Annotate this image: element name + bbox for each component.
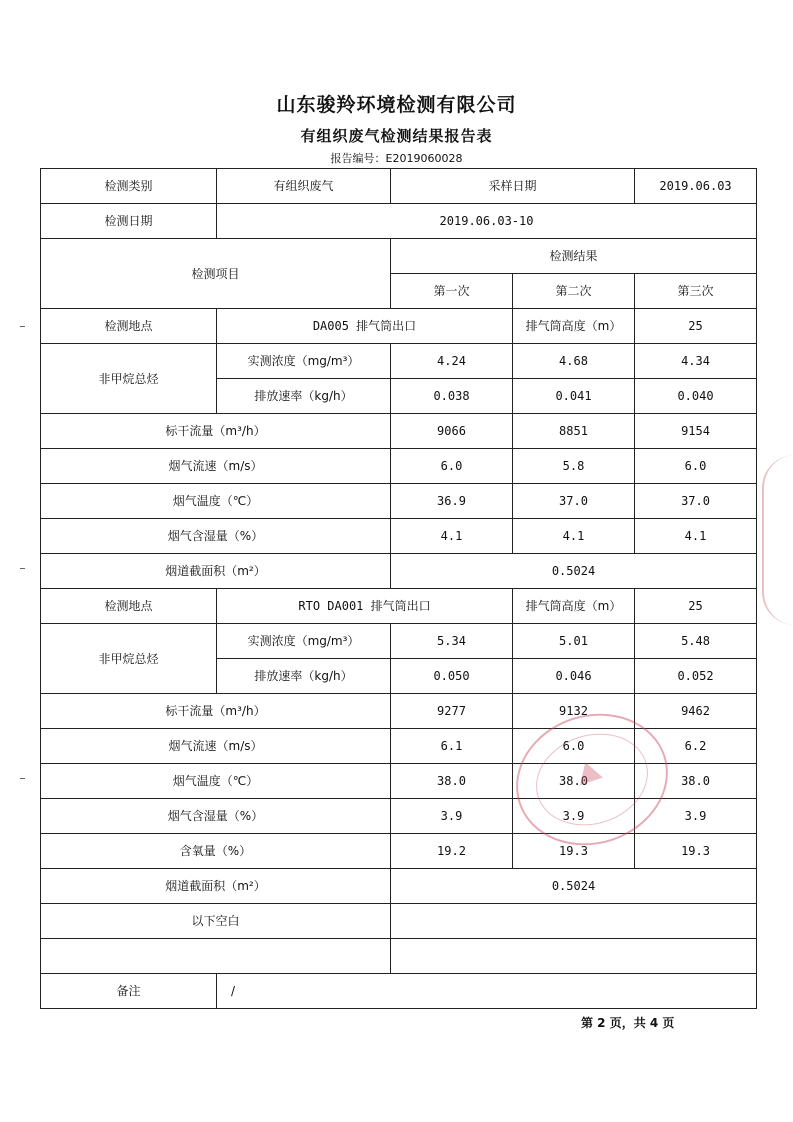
site1-temperature-row	[41, 484, 757, 519]
param-value: 9132	[513, 694, 635, 729]
param-value: 9277	[391, 694, 513, 729]
stack-height-label: 排气筒高度（m）	[513, 589, 635, 624]
param-label: 烟气含湿量（%）	[41, 799, 391, 834]
param-value: 36.9	[391, 484, 513, 519]
param-label: 含氧量（%）	[41, 834, 391, 869]
info-row-test-date	[41, 204, 757, 239]
param-value: 3.9	[391, 799, 513, 834]
conc-value: 5.34	[391, 624, 513, 659]
report-number-value: E2019060028	[385, 152, 463, 165]
results-header-row	[41, 239, 757, 274]
param-label: 烟气温度（℃）	[41, 484, 391, 519]
site1-velocity-row	[41, 449, 757, 484]
blank-cell	[391, 904, 757, 939]
site2-conc-row	[41, 624, 757, 659]
remarks-value: /	[217, 974, 757, 1009]
conc-label: 实测浓度（mg/m³）	[217, 624, 391, 659]
site2-moisture-row	[41, 799, 757, 834]
page-number: 第 2 页，共 4 页	[581, 1016, 675, 1030]
location-value: DA005 排气筒出口	[217, 309, 513, 344]
param-label: 烟气温度（℃）	[41, 764, 391, 799]
param-value: 38.0	[391, 764, 513, 799]
site2-flow-row	[41, 694, 757, 729]
stack-height-value: 25	[635, 309, 757, 344]
param-value: 19.3	[635, 834, 757, 869]
param-value: 4.1	[513, 519, 635, 554]
run-header-1: 第一次	[391, 274, 513, 309]
param-value: 37.0	[635, 484, 757, 519]
rate-label: 排放速率（kg/h）	[217, 379, 391, 414]
rate-value: 0.038	[391, 379, 513, 414]
param-value: 4.1	[635, 519, 757, 554]
site2-location-row	[41, 589, 757, 624]
rate-value: 0.041	[513, 379, 635, 414]
param-value: 37.0	[513, 484, 635, 519]
param-value: 8851	[513, 414, 635, 449]
site1-area-row	[41, 554, 757, 589]
blank-note-row	[41, 904, 757, 939]
remarks-row	[41, 974, 757, 1009]
test-date-label: 检测日期	[41, 204, 217, 239]
param-value: 19.2	[391, 834, 513, 869]
site2-velocity-row	[41, 729, 757, 764]
rate-label: 排放速率（kg/h）	[217, 659, 391, 694]
param-value: 3.9	[635, 799, 757, 834]
report-title: 有组织废气检测结果报告表	[300, 127, 493, 145]
item-header: 检测项目	[41, 239, 391, 309]
param-value: 5.8	[513, 449, 635, 484]
blank-cell	[391, 939, 757, 974]
rate-value: 0.050	[391, 659, 513, 694]
pollutant-name: 非甲烷总烃	[41, 344, 217, 414]
param-value: 6.1	[391, 729, 513, 764]
rate-value: 0.052	[635, 659, 757, 694]
conc-value: 4.34	[635, 344, 757, 379]
location-value: RTO DA001 排气筒出口	[217, 589, 513, 624]
param-value: 9066	[391, 414, 513, 449]
param-label: 标干流量（m³/h）	[41, 414, 391, 449]
param-value: 9462	[635, 694, 757, 729]
param-label: 标干流量（m³/h）	[41, 694, 391, 729]
param-value: 6.0	[391, 449, 513, 484]
sampling-date-label: 采样日期	[391, 169, 635, 204]
area-label: 烟道截面积（m²）	[41, 554, 391, 589]
param-value: 4.1	[391, 519, 513, 554]
param-value: 38.0	[635, 764, 757, 799]
report-number	[0, 150, 793, 166]
conc-value: 4.24	[391, 344, 513, 379]
area-value: 0.5024	[391, 554, 757, 589]
param-label: 烟气含湿量（%）	[41, 519, 391, 554]
rate-value: 0.040	[635, 379, 757, 414]
param-value: 6.0	[635, 449, 757, 484]
margin-tick	[20, 778, 25, 779]
pollutant-name: 非甲烷总烃	[41, 624, 217, 694]
param-label: 烟气流速（m/s）	[41, 729, 391, 764]
area-label: 烟道截面积（m²）	[41, 869, 391, 904]
rate-value: 0.046	[513, 659, 635, 694]
company-name: 山东骏羚环境检测有限公司	[276, 94, 517, 116]
site2-oxygen-row	[41, 834, 757, 869]
site1-location-row	[41, 309, 757, 344]
info-row-category	[41, 169, 757, 204]
stack-height-label: 排气筒高度（m）	[513, 309, 635, 344]
site1-conc-row	[41, 344, 757, 379]
param-value: 6.0	[513, 729, 635, 764]
conc-label: 实测浓度（mg/m³）	[217, 344, 391, 379]
blank-cell	[41, 939, 391, 974]
report-number-label: 报告编号：	[330, 152, 386, 165]
site1-flow-row	[41, 414, 757, 449]
partial-seal-stamp	[762, 455, 793, 625]
site2-area-row	[41, 869, 757, 904]
empty-row	[41, 939, 757, 974]
run-header-3: 第三次	[635, 274, 757, 309]
location-label: 检测地点	[41, 309, 217, 344]
conc-value: 5.48	[635, 624, 757, 659]
conc-value: 4.68	[513, 344, 635, 379]
param-value: 6.2	[635, 729, 757, 764]
site1-moisture-row	[41, 519, 757, 554]
param-value: 38.0	[513, 764, 635, 799]
param-value: 3.9	[513, 799, 635, 834]
conc-value: 5.01	[513, 624, 635, 659]
test-date-value: 2019.06.03-10	[217, 204, 757, 239]
param-value: 9154	[635, 414, 757, 449]
results-header: 检测结果	[391, 239, 757, 274]
stack-height-value: 25	[635, 589, 757, 624]
site2-temperature-row	[41, 764, 757, 799]
location-label: 检测地点	[41, 589, 217, 624]
category-value: 有组织废气	[217, 169, 391, 204]
category-label: 检测类别	[41, 169, 217, 204]
param-value: 19.3	[513, 834, 635, 869]
run-header-2: 第二次	[513, 274, 635, 309]
blank-note: 以下空白	[41, 904, 391, 939]
area-value: 0.5024	[391, 869, 757, 904]
param-label: 烟气流速（m/s）	[41, 449, 391, 484]
results-table	[40, 168, 757, 1009]
remarks-label: 备注	[41, 974, 217, 1009]
sampling-date-value: 2019.06.03	[635, 169, 757, 204]
margin-tick	[20, 568, 25, 569]
margin-tick	[20, 326, 25, 327]
